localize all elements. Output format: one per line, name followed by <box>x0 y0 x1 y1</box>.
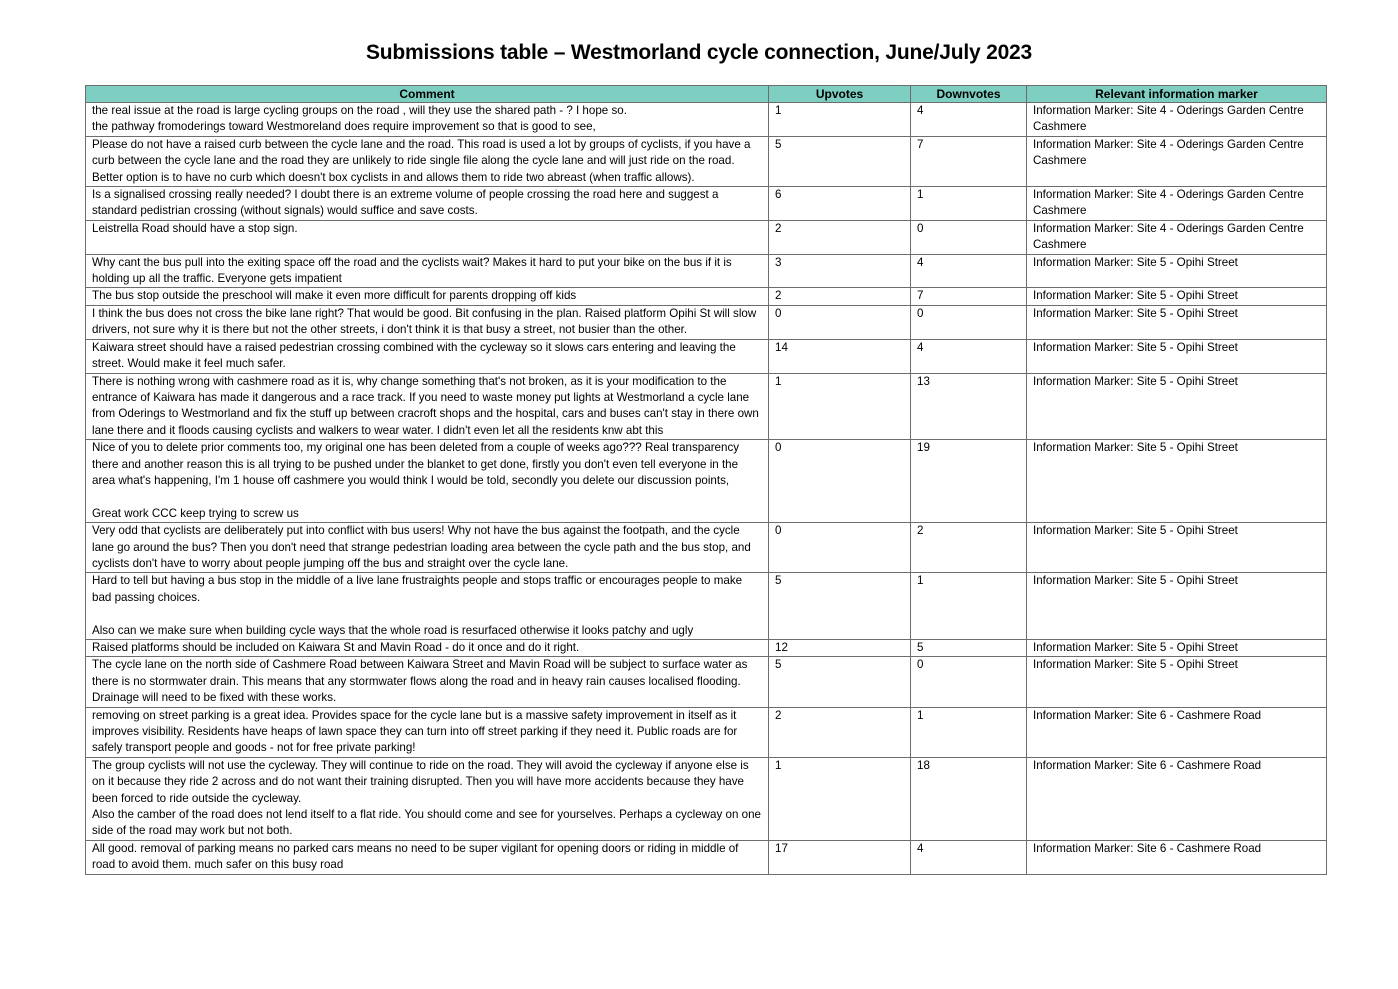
table-row <box>86 103 1327 137</box>
upvotes-cell: 5 <box>769 136 911 186</box>
marker-cell: Information Marker: Site 5 - Opihi Street <box>1027 573 1327 640</box>
marker-cell: Information Marker: Site 6 - Cashmere Road <box>1027 707 1327 757</box>
comment-cell: The cycle lane on the north side of Cashmere Road between Kaiwara Street and Mavin Road will be subject to surface water as there is no stormwater drain. This means that any stormwater flows along the road and in heavy rain causes localised flooding. Drainage will need to be fixed with these works. <box>86 657 769 707</box>
downvotes-cell: 1 <box>911 707 1027 757</box>
column-header-comment: Comment <box>86 86 769 103</box>
downvotes-cell: 4 <box>911 254 1027 288</box>
upvotes-cell: 1 <box>769 373 911 440</box>
upvotes-cell: 17 <box>769 840 911 874</box>
upvotes-cell: 0 <box>769 305 911 339</box>
table-row <box>86 757 1327 840</box>
comment-cell: There is nothing wrong with cashmere road as it is, why change something that's not broken, as it is your modification to the entrance of Kaiwara has made it dangerous and a race track. If you need to waste money put lights at Westmorland a cycle lane from Oderings to Westmorland and fix the stuff up between cracroft shops and the hospital, cars and buses can't stay in there own lane there and it floods causing cyclists and walkers to wear water. I didn't even let all the residents knw abt this <box>86 373 769 440</box>
comment-cell: Raised platforms should be included on Kaiwara St and Mavin Road - do it once and do it right. <box>86 640 769 657</box>
downvotes-cell: 1 <box>911 573 1027 640</box>
submissions-table <box>85 85 1327 875</box>
downvotes-cell: 7 <box>911 288 1027 305</box>
upvotes-cell: 0 <box>769 440 911 523</box>
marker-cell: Information Marker: Site 5 - Opihi Street <box>1027 373 1327 440</box>
table-row <box>86 136 1327 186</box>
marker-cell: Information Marker: Site 4 - Oderings Garden Centre Cashmere <box>1027 187 1327 221</box>
upvotes-cell: 1 <box>769 103 911 137</box>
downvotes-cell: 4 <box>911 339 1027 373</box>
column-header-marker: Relevant information marker <box>1027 86 1327 103</box>
marker-cell: Information Marker: Site 4 - Oderings Garden Centre Cashmere <box>1027 220 1327 254</box>
comment-cell: Please do not have a raised curb between the cycle lane and the road. This road is used a lot by groups of cyclists, if you have a curb between the cycle lane and the road they are unlikely to ride single file along the cycle lane and will just ride on the road. Better option is to have no curb which doesn't box cyclists in and allows them to ride two abreast (when traffic allows). <box>86 136 769 186</box>
comment-cell: Nice of you to delete prior comments too, my original one has been deleted from a couple of weeks ago??? Real transparency there and another reason this is all trying to be pushed under the blanket to get done, firstly you don't even tell everyone in the area what's happening, I'm 1 house off cashmere you would think I would be told, secondly you delete our discussion points, Great work CCC keep trying to screw us <box>86 440 769 523</box>
table-row <box>86 373 1327 440</box>
marker-cell: Information Marker: Site 5 - Opihi Street <box>1027 254 1327 288</box>
downvotes-cell: 19 <box>911 440 1027 523</box>
table-row <box>86 707 1327 757</box>
downvotes-cell: 0 <box>911 657 1027 707</box>
column-header-downvotes: Downvotes <box>911 86 1027 103</box>
upvotes-cell: 3 <box>769 254 911 288</box>
table-row <box>86 339 1327 373</box>
table-row <box>86 440 1327 523</box>
table-row <box>86 840 1327 874</box>
marker-cell: Information Marker: Site 5 - Opihi Street <box>1027 657 1327 707</box>
comment-cell: All good. removal of parking means no parked cars means no need to be super vigilant for opening doors or riding in middle of road to avoid them. much safer on this busy road <box>86 840 769 874</box>
comment-cell: Kaiwara street should have a raised pedestrian crossing combined with the cycleway so it slows cars entering and leaving the street. Would make it feel much safer. <box>86 339 769 373</box>
marker-cell: Information Marker: Site 5 - Opihi Street <box>1027 305 1327 339</box>
table-row <box>86 220 1327 254</box>
comment-cell: Hard to tell but having a bus stop in the middle of a live lane frustraights people and stops traffic or encourages people to make bad passing choices. Also can we make sure when building cycle ways that the whole road is resurfaced otherwise it looks patchy and ugly <box>86 573 769 640</box>
marker-cell: Information Marker: Site 5 - Opihi Street <box>1027 440 1327 523</box>
upvotes-cell: 6 <box>769 187 911 221</box>
comment-cell: removing on street parking is a great idea. Provides space for the cycle lane but is a massive safety improvement in itself as it improves visibility. Residents have heaps of lawn space they can turn into off street parking if they need it. Public roads are for safely transport people and goods - not for free private parking! <box>86 707 769 757</box>
comment-cell: Why cant the bus pull into the exiting space off the road and the cyclists wait? Makes it hard to put your bike on the bus if it is holding up all the traffic. Everyone gets impatient <box>86 254 769 288</box>
marker-cell: Information Marker: Site 4 - Oderings Garden Centre Cashmere <box>1027 103 1327 137</box>
marker-cell: Information Marker: Site 5 - Opihi Street <box>1027 288 1327 305</box>
marker-cell: Information Marker: Site 5 - Opihi Street <box>1027 523 1327 573</box>
downvotes-cell: 18 <box>911 757 1027 840</box>
marker-cell: Information Marker: Site 5 - Opihi Street <box>1027 339 1327 373</box>
comment-cell: I think the bus does not cross the bike lane right? That would be good. Bit confusing in the plan. Raised platform Opihi St will slow drivers, not sure why it is there but not the other streets, i don't think it is that busy a street, not busier than the other. <box>86 305 769 339</box>
upvotes-cell: 5 <box>769 657 911 707</box>
upvotes-cell: 12 <box>769 640 911 657</box>
page-title: Submissions table – Westmorland cycle connection, June/July 2023 <box>365 41 1033 64</box>
downvotes-cell: 13 <box>911 373 1027 440</box>
downvotes-cell: 4 <box>911 103 1027 137</box>
upvotes-cell: 2 <box>769 288 911 305</box>
downvotes-cell: 7 <box>911 136 1027 186</box>
downvotes-cell: 0 <box>911 305 1027 339</box>
downvotes-cell: 2 <box>911 523 1027 573</box>
upvotes-cell: 14 <box>769 339 911 373</box>
column-header-upvotes: Upvotes <box>769 86 911 103</box>
table-row <box>86 288 1327 305</box>
table-row <box>86 305 1327 339</box>
comment-cell: Very odd that cyclists are deliberately put into conflict with bus users! Why not have the bus against the footpath, and the cycle lane go around the bus? Then you don't need that strange pedestrian loading area between the cycle path and the bus stop, and cyclists don't have to worry about people jumping off the bus and straight over the cycle lane. <box>86 523 769 573</box>
comment-cell: Is a signalised crossing really needed? I doubt there is an extreme volume of people crossing the road here and suggest a standard pedistrian crossing (without signals) would suffice and save costs. <box>86 187 769 221</box>
upvotes-cell: 2 <box>769 707 911 757</box>
marker-cell: Information Marker: Site 5 - Opihi Street <box>1027 640 1327 657</box>
upvotes-cell: 1 <box>769 757 911 840</box>
table-body <box>86 103 1327 875</box>
table-row <box>86 254 1327 288</box>
table-row <box>86 657 1327 707</box>
table-row <box>86 640 1327 657</box>
table-row <box>86 573 1327 640</box>
upvotes-cell: 5 <box>769 573 911 640</box>
upvotes-cell: 2 <box>769 220 911 254</box>
downvotes-cell: 4 <box>911 840 1027 874</box>
table-row <box>86 523 1327 573</box>
comment-cell: The bus stop outside the preschool will make it even more difficult for parents dropping off kids <box>86 288 769 305</box>
downvotes-cell: 1 <box>911 187 1027 221</box>
downvotes-cell: 5 <box>911 640 1027 657</box>
table-header-row <box>86 86 1327 103</box>
marker-cell: Information Marker: Site 6 - Cashmere Road <box>1027 840 1327 874</box>
comment-cell: Leistrella Road should have a stop sign. <box>86 220 769 254</box>
marker-cell: Information Marker: Site 6 - Cashmere Road <box>1027 757 1327 840</box>
comment-cell: the real issue at the road is large cycling groups on the road , will they use the shared path - ? I hope so. the pathway fromoderings toward Westmoreland does require improvement so that is good to see, <box>86 103 769 137</box>
upvotes-cell: 0 <box>769 523 911 573</box>
marker-cell: Information Marker: Site 4 - Oderings Garden Centre Cashmere <box>1027 136 1327 186</box>
downvotes-cell: 0 <box>911 220 1027 254</box>
table-row <box>86 187 1327 221</box>
comment-cell: The group cyclists will not use the cycleway. They will continue to ride on the road. They will avoid the cycleway if anyone else is on it because they ride 2 across and do not want their training disrupted. Then you will have more accidents because they have been forced to ride outside the cycleway. Also the camber of the road does not lend itself to a flat ride. You should come and see for yourselves. Perhaps a cycleway on one side of the road may work but not both. <box>86 757 769 840</box>
